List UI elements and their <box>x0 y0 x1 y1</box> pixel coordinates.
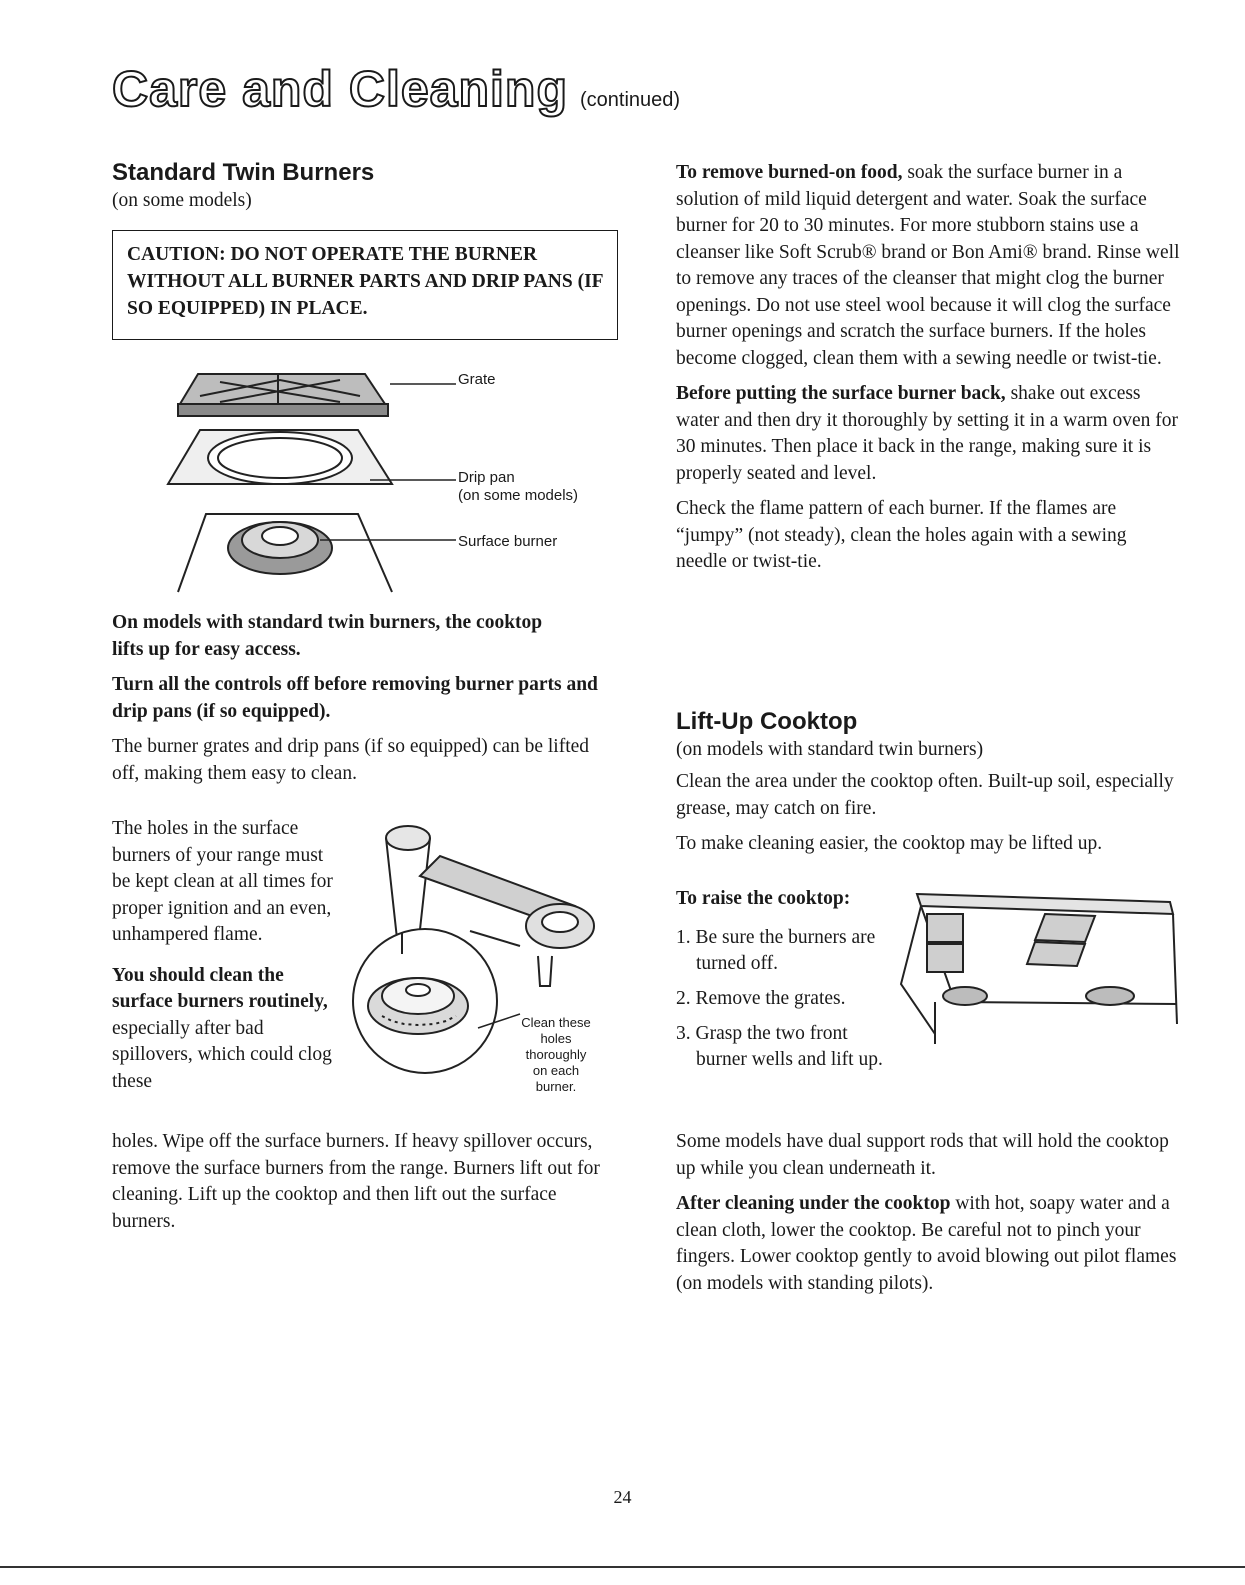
routine-continued: holes. Wipe off the surface burners. If heavy spillover occurs, remove the surface burners from the range. Burners lift out for cleaning. Lift up the cooktop and then lift out the surface burners. <box>112 1131 600 1232</box>
after-cleaning-bold: After cleaning under the cooktop <box>676 1193 951 1214</box>
page-title-suffix: (continued) <box>580 89 681 111</box>
step-number: 2. <box>676 987 691 1009</box>
raise-step <box>676 1021 891 1073</box>
lift-up-heading: Lift-Up Cooktop <box>676 708 858 735</box>
flame-pattern-paragraph: Check the flame pattern of each burner. If the flames are “jumpy” (not steady), clean the holes again with a sewing needle or twist-tie. <box>676 498 1127 572</box>
clean-label-line: thoroughly <box>525 1047 587 1062</box>
routine-bold: You should clean the surface burners routinely, <box>112 964 328 1012</box>
grates-paragraph: The burner grates and drip pans (if so equipped) can be lifted off, making them easy to clean. <box>112 736 590 784</box>
step-number: 1. <box>676 926 691 948</box>
surface-burner-label: Surface burner <box>458 533 558 550</box>
remove-food-bold: To remove burned-on food, <box>676 162 903 183</box>
clean-label-line: burner. <box>535 1079 577 1094</box>
page-title <box>112 60 680 118</box>
lift-note: On models with standard twin burners, the cooktop lifts up for easy access. <box>112 612 543 660</box>
before-putting-bold: Before putting the surface burner back, <box>676 383 1006 404</box>
lift-up-section <box>676 707 1181 867</box>
routine-continued-block <box>112 1129 612 1244</box>
raise-cooktop-block <box>676 886 891 1082</box>
step-text: Grasp the two front burner wells and lift up. <box>695 1022 883 1070</box>
clean-label-line: on each <box>532 1063 580 1078</box>
raised-cooktop-edge-drawing <box>917 894 1173 914</box>
clean-label-line: Clean these <box>521 1015 591 1030</box>
drip-pan-label: Drip pan <box>458 469 515 486</box>
support-rods-paragraph: Some models have dual support rods that will hold the cooktop up while you clean underneath it. <box>676 1131 1169 1179</box>
lift-up-paragraph-2: To make cleaning easier, the cooktop may be lifted up. <box>676 833 1103 854</box>
burner-parts-diagram <box>160 352 630 597</box>
remove-food-paragraph <box>676 160 1181 372</box>
grate-drawing <box>178 374 388 416</box>
lifted-cooktop-diagram <box>895 884 1190 1046</box>
drip-pan-note-label: (on some models) <box>458 487 579 504</box>
left-column-body <box>112 610 632 796</box>
right-column-body <box>676 160 1181 585</box>
twin-burners-header <box>112 158 632 220</box>
caution-box: CAUTION: DO NOT OPERATE THE BURNER WITHOUT ALL BURNER PARTS AND DRIP PANS (IF SO EQUIPPED) IN PLACE. <box>112 230 618 340</box>
bottom-rule <box>0 1566 1245 1568</box>
step-text: Remove the grates. <box>695 987 846 1009</box>
page-title-main: Care and Cleaning <box>112 61 568 117</box>
page-number: 24 <box>613 1487 632 1507</box>
raise-step <box>676 986 891 1012</box>
clean-holes-label <box>506 1015 606 1095</box>
remove-food-text: soak the surface burner in a solution of mild liquid detergent and water. Soak the surface burner for 20 to 30 minutes. For more stubborn stains use a cleanser like Soft Scrub® brand or Bon Ami® brand. Rinse well to remove any traces of the cleanser that might clog the burner openings. Do not use steel wool because it will clog the surface burner openings and scratch the surface burners. If the holes become clogged, clean them with a sewing needle or twist-tie. <box>676 162 1180 369</box>
raise-step <box>676 925 891 977</box>
small-burner-cap-drawing <box>386 826 430 850</box>
grate-label: Grate <box>458 371 496 388</box>
step-text: Be sure the burners are turned off. <box>695 926 876 974</box>
before-putting-text: shake out excess water and then dry it thoroughly by setting it in a warm oven for 30 minutes. Then place it back in the range, making sure it is properly seated and level. <box>676 383 1179 484</box>
clean-label-line: holes <box>540 1031 572 1046</box>
routine-rest: especially after bad spillovers, which could clog these <box>112 1017 332 1092</box>
right-column-end <box>676 1129 1181 1306</box>
twin-burners-heading: Standard Twin Burners <box>112 159 375 186</box>
holes-text-block <box>112 816 344 1095</box>
before-putting-paragraph <box>676 381 1181 487</box>
after-cleaning-text: with hot, soapy water and a clean cloth, lower the cooktop. Be careful not to pinch your fingers. Lower cooktop gently to avoid blowing out pilot flames (on models with standing pilots). <box>676 1193 1177 1294</box>
raise-steps-list <box>676 925 891 1073</box>
twin-burners-subheading: (on some models) <box>112 190 252 211</box>
raise-cooktop-heading: To raise the cooktop: <box>676 888 851 909</box>
turn-off-warning: Turn all the controls off before removing burner parts and drip pans (if so equipped). <box>112 674 598 722</box>
holes-paragraph: The holes in the surface burners of your range must be kept clean at all times for proper ignition and an even, unhampered flame. <box>112 818 333 945</box>
after-cleaning-paragraph <box>676 1191 1181 1297</box>
lift-up-subheading: (on models with standard twin burners) <box>676 739 984 760</box>
step-number: 3. <box>676 1022 691 1044</box>
surface-burner-drawing <box>178 514 392 592</box>
lift-up-paragraph-1: Clean the area under the cooktop often. Built-up soil, especially grease, may catch on fire. <box>676 771 1174 819</box>
drip-pan-drawing <box>168 430 392 484</box>
routine-paragraph <box>112 963 344 1096</box>
